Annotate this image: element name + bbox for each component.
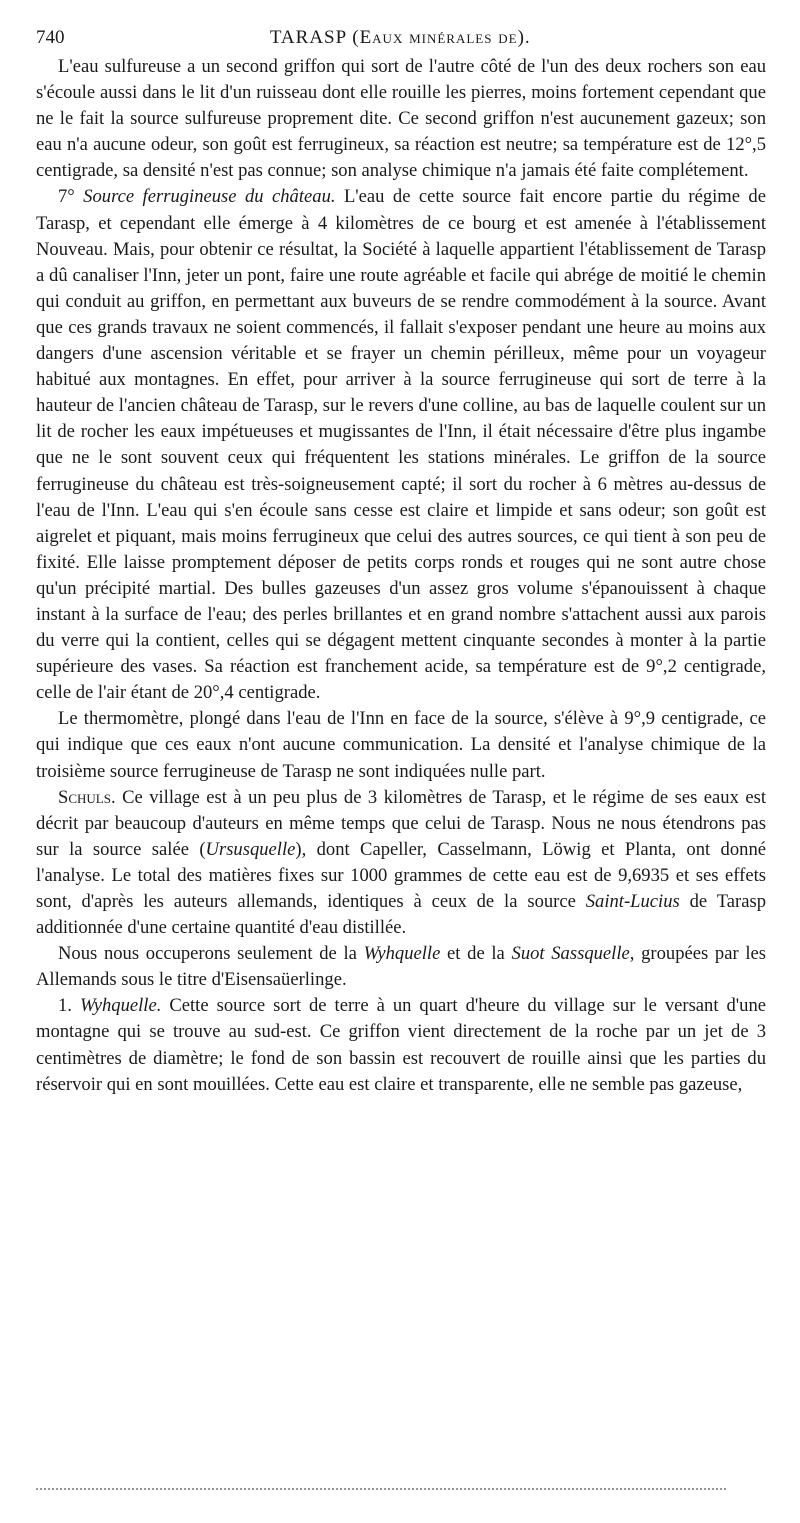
paragraph-wyhquelle-text: Cette source sort de terre à un quart d'heure du village sur le versant d'une montagne qui se trouve au sud-est. Ce griffon vient directement de la roche par un jet de 3 centimètres de diamètre; le fond de son bassin est recouvert de rouille ainsi que les parties du réservoir qui en sont mouillées. Cette eau est claire et transparente, elle ne semble pas gazeuse, (36, 995, 766, 1095)
paragraph-second-griffon: L'eau sulfureuse a un second griffon qui sort de l'autre côté de l'un des deux rochers son eau s'écoule aussi dans le lit d'un ruisseau dont elle rouille les pierres, moins fortement cependant que ne le fait la source sulfureuse proprement dite. Ce second griffon n'est aucunement gazeux; son eau n'a aucune odeur, son goût est ferrugineux, sa réaction est neutre; sa température est de 12°,5 centigrade, sa densité n'est pas connue; son analyse chimique n'a jamais été faite complétement. (36, 56, 766, 182)
title-small-caps: Eaux minérales de (359, 27, 518, 48)
source-name-ursusquelle: Ursusquelle (205, 838, 296, 860)
paragraph-source-chateau (36, 184, 766, 706)
paragraph-schuls-text-b: ), dont Capeller, Casselmann, Löwig et Planta, ont donné l'analyse. Le total des matières fixes sur 1000 grammes de cette eau est de 9,6935 et ses effets sont, d'après les auteurs allemands, identiques à ceux de la source (36, 838, 766, 912)
source-name-wyhquelle: Wyhquelle (363, 943, 441, 965)
paragraph-occuperons-text-b: et de la (440, 943, 512, 965)
source-name-suot-sassquelle: Suot Sassquelle (511, 943, 630, 965)
running-title (65, 26, 767, 50)
paragraph-thermometre: Le thermomètre, plongé dans l'eau de l'Inn en face de la source, s'élève à 9°,9 centigrade, ce qui indique que ces eaux n'ont aucune communication. La densité et l'analyse chimique de la troisième source ferrugineuse de Tarasp ne sont indiquées nulle part. (36, 708, 766, 782)
footer-dotted-rule (36, 1488, 726, 1490)
paragraph-occuperons-text-c: , groupées par les Allemands sous le titre d'Eisensaüerlinge. (36, 943, 767, 991)
page-number: 740 (36, 27, 65, 48)
section-title-schuls: Schuls. (58, 786, 116, 808)
source-name-saint-lucius: Saint-Lucius (585, 891, 680, 912)
page (36, 26, 766, 1098)
item-number: 1. (58, 995, 80, 1017)
paragraph-schuls (36, 785, 766, 942)
section-title-wyhquelle: Wyhquelle. (79, 995, 162, 1017)
paragraph-occuperons-text-a: Nous nous occuperons seulement de la (58, 943, 364, 965)
section-number: 7° (58, 186, 84, 208)
paragraph-schuls-text-c: de Tarasp additionnée d'une certaine quantité d'eau distillée. (36, 891, 766, 939)
paragraph-wyhquelle (36, 993, 766, 1097)
section-title-source-chateau: Source ferrugineuse du château. (83, 186, 336, 208)
title-main: TARASP ( (269, 27, 360, 48)
title-end: ). (517, 27, 531, 48)
paragraph-schuls-text-a: Ce village est à un peu plus de 3 kilomètres de Tarasp, et le régime de ses eaux est décrit par beaucoup d'auteurs en même temps que celui de Tarasp. Nous ne nous étendrons pas sur la source salée ( (36, 786, 766, 860)
paragraph-occuperons (36, 941, 766, 993)
body-text (36, 54, 766, 1098)
paragraph-source-chateau-text: L'eau de cette source fait encore partie du régime de Tarasp, et cependant elle émerge à 4 kilomètres de ce bourg et est amenée à l'établissement Nouveau. Mais, pour obtenir ce résultat, la Société à laquelle appartient l'établissement de Tarasp a dû canaliser l'Inn, jeter un pont, faire une route agréable et facile qui abrége de moitié le chemin qui conduit au griffon, en permettant aux buveurs de se rendre commodément à la source. Avant que ces grands travaux ne soient commencés, il fallait s'exposer pendant une heure au moins aux dangers d'une ascension véritable et se frayer un chemin périlleux, même pour un voyageur habitué aux montagnes. En effet, pour arriver à la source ferrugineuse qui sort de terre à la hauteur de l'ancien château de Tarasp, sur le revers d'une colline, au bas de laquelle coulent sur un lit de rocher les eaux impétueuses et mugissantes de l'Inn, il était nécessaire d'être plus ingambe que ne le sont souvent ceux qui fréquentent les stations minérales. Le griffon de la source ferrugineuse du château est très-soigneusement capté; il sort du rocher à 6 mètres au-dessus de l'eau de l'Inn. L'eau qui s'en écoule sans cesse est claire et limpide et sans odeur; son goût est aigrelet et piquant, mais moins ferrugineux que celui des autres sources, ce qui tient à son peu de fixité. Elle laisse promptement déposer de petits corps ronds et rouges qui ne sont autre chose qu'un précipité martial. Des bulles gazeuses d'un assez gros volume s'épanouissent à chaque instant à la surface de l'eau; des perles brillantes et en grand nombre s'attachent aussi aux parois du verre qui la contient, celles qui se dégagent mettent cinquante secondes à monter à la partie supérieure des vases. Sa réaction est franchement acide, sa température est de 9°,2 centigrade, celle de l'air étant de 20°,4 centigrade. (36, 186, 766, 704)
running-header (36, 26, 766, 50)
